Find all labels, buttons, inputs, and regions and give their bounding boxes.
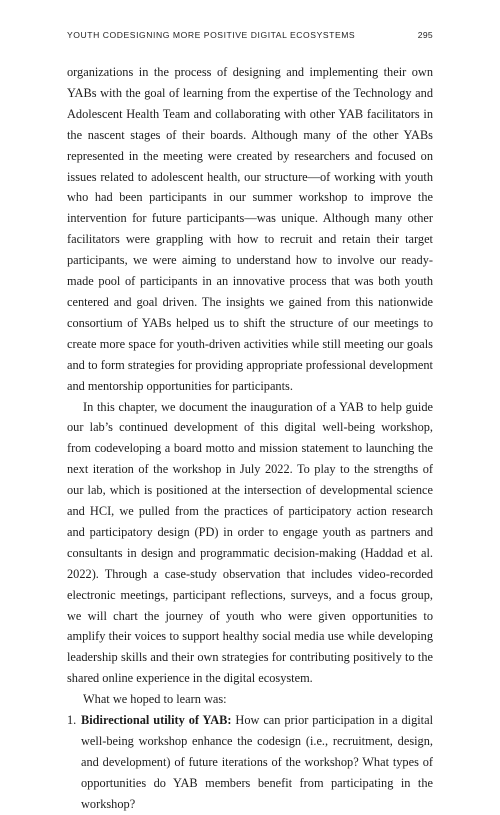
list-item-text: How can prior participation in a digital well-being workshop enhance the codesign (i.e., recruitment, design, and development) of future iterations of the workshop? What types of opportunities do YAB members benefit from participating in the workshop? bbox=[81, 713, 434, 811]
list-item-number: 1. bbox=[67, 713, 77, 728]
page-number: 295 bbox=[417, 30, 433, 40]
body-text bbox=[67, 62, 433, 815]
paragraph-continued: organizations in the process of designing and implementing their own YABs with the goal of learning from the expertise of the Technology and Adolescent Health Team and collaborating with other YAB facilitators in the nascent stages of their boards. Although many of the other YABs represented in the meeting were created by researchers and focused on issues related to adolescent health, our structure—of working with youth who had been participants in our summer workshop to improve the intervention for future participants—was unique. Although many other facilitators were grappling with how to recruit and retain their target participants, we were aiming to understand how to involve our ready-made pool of participants in an innovative process that was both youth centered and goal driven. The insights we gained from this nationwide consortium of YABs helped us to shift the structure of our meetings to create more space for youth-driven activities while still meeting our goals and to form strategies for providing appropriate professional development and mentorship opportunities for participants. bbox=[67, 65, 433, 393]
running-head bbox=[67, 30, 433, 40]
research-questions-list bbox=[67, 710, 433, 815]
paragraph-chapter-overview: In this chapter, we document the inauguration of a YAB to help guide our lab’s continued development of this digital well-being workshop, from codeveloping a board motto and mission statement to launching the next iteration of the workshop in July 2022. To play to the strengths of our lab, which is positioned at the intersection of developmental science and HCI, we pulled from the practices of participatory action research and participatory design (PD) in order to engage youth as partners and consultants in design and programmatic decision-making (Haddad et al. 2022). Through a case-study observation that includes video-recorded electronic meetings, participant reflections, surveys, and a focus group, we will chart the journey of youth who were given opportunities to amplify their voices to support healthy social media use while developing leadership skills and their own strategies for contributing positively to the shared online experience in the digital ecosystem. bbox=[67, 399, 433, 686]
list-item-lead: Bidirectional utility of YAB: bbox=[81, 713, 232, 728]
running-title: YOUTH CODESIGNING MORE POSITIVE DIGITAL ECOSYSTEMS bbox=[67, 30, 356, 40]
list-item bbox=[67, 710, 433, 815]
paragraph-learning-goals-intro: What we hoped to learn was: bbox=[83, 692, 227, 707]
